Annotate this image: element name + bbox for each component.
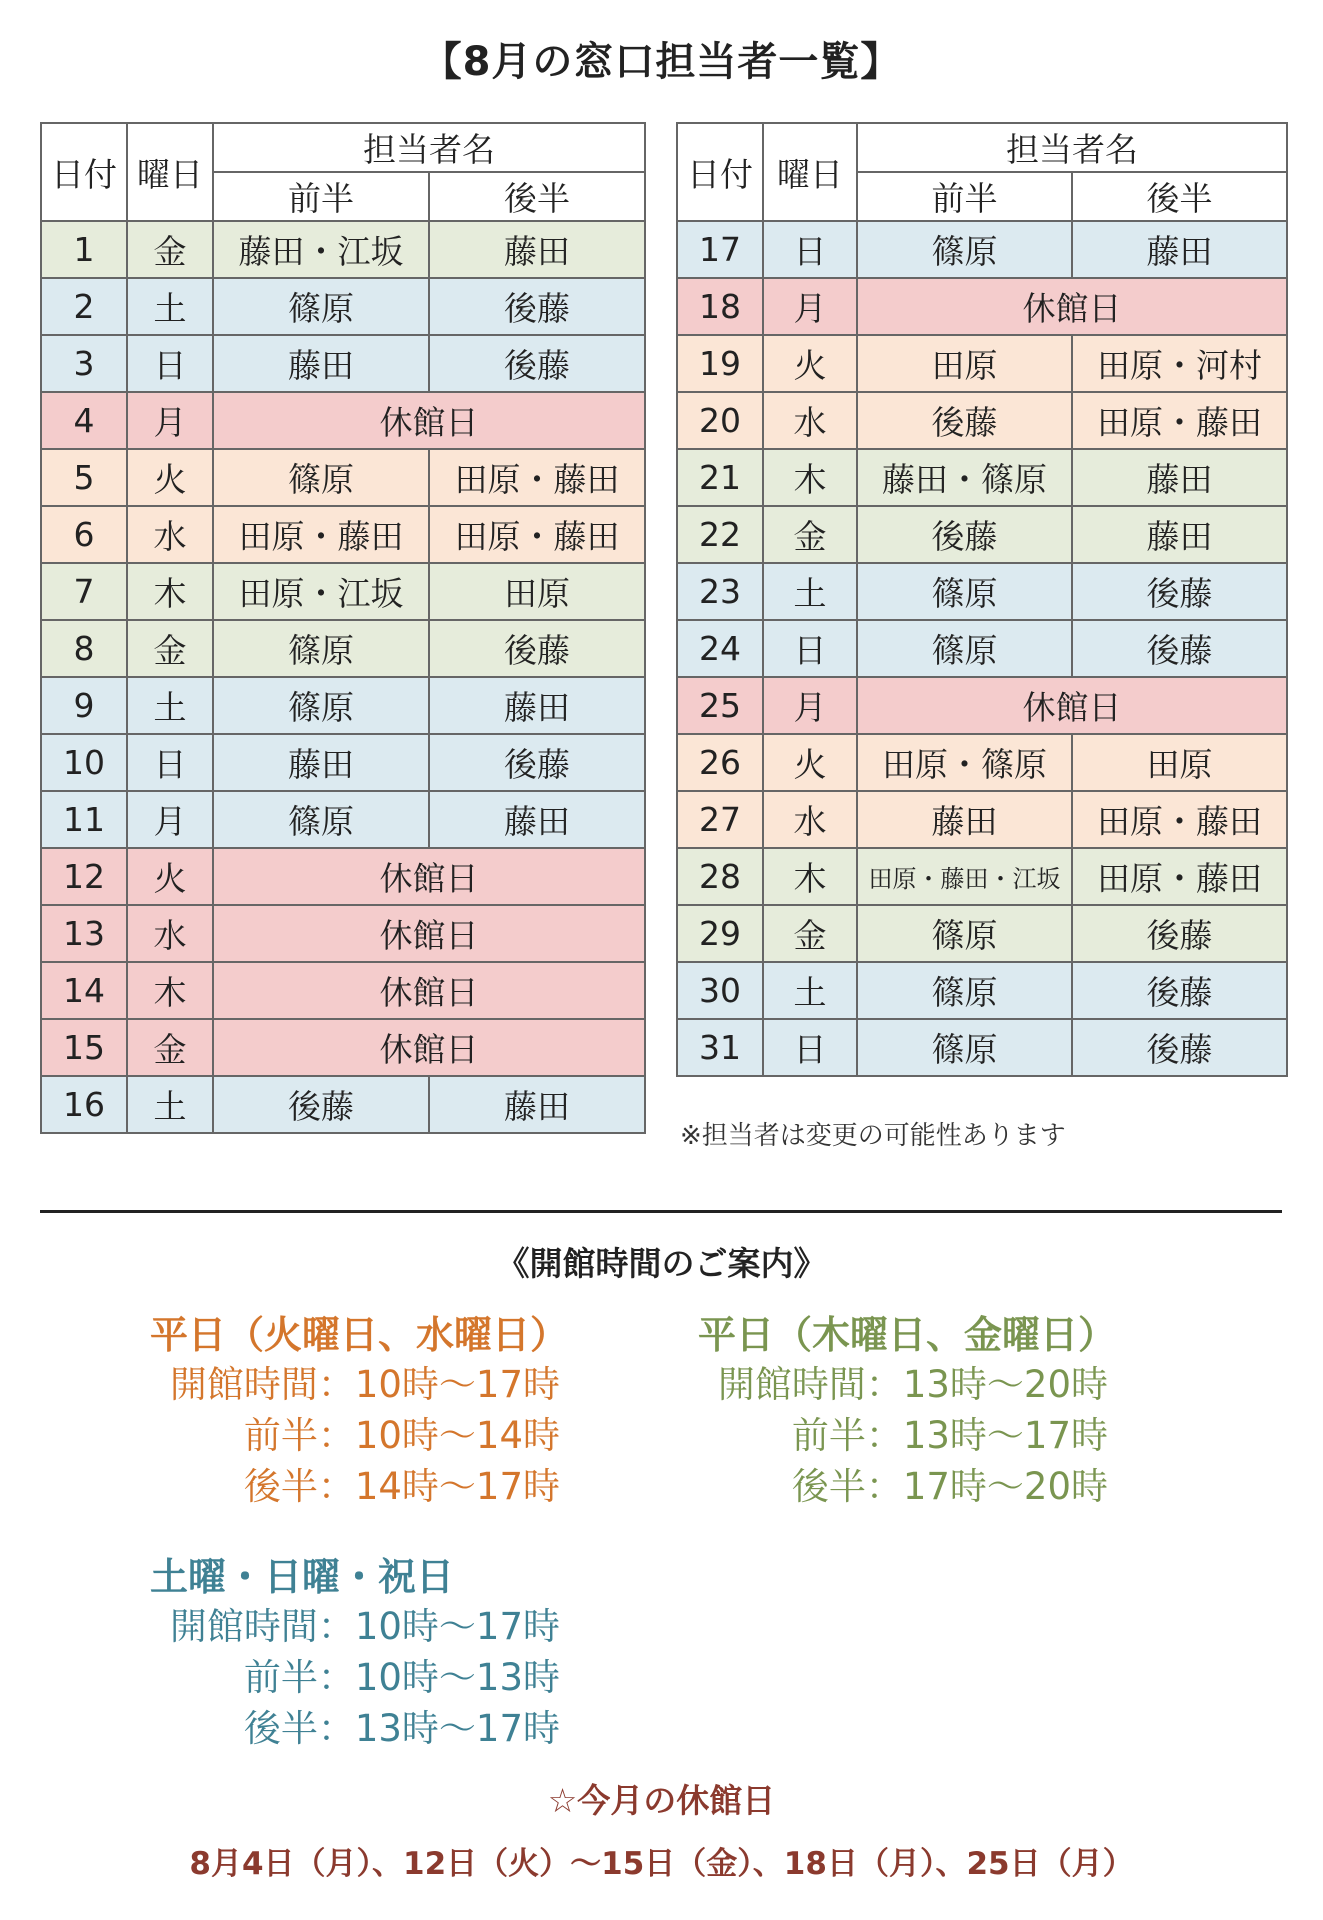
- weekday-cell: 土: [763, 962, 857, 1019]
- hours-second-half: 後半：13時～17時: [243, 1707, 560, 1750]
- date-cell: 17: [677, 221, 763, 278]
- schedule-table-left: [40, 122, 646, 1134]
- weekday-cell: 日: [127, 335, 213, 392]
- closed-cell: 休館日: [857, 278, 1287, 335]
- first-half-cell: 篠原: [857, 1019, 1072, 1076]
- table-row: [677, 734, 1287, 791]
- second-half-cell: 後藤: [429, 620, 645, 677]
- hours-heading: 平日（火曜日、水曜日）: [150, 1313, 569, 1357]
- weekday-cell: 金: [763, 905, 857, 962]
- table-row: [677, 848, 1287, 905]
- weekday-cell: 土: [127, 278, 213, 335]
- date-cell: 7: [41, 563, 127, 620]
- weekday-cell: 金: [127, 620, 213, 677]
- weekday-cell: 日: [763, 221, 857, 278]
- date-cell: 16: [41, 1076, 127, 1133]
- date-cell: 18: [677, 278, 763, 335]
- header-date: 日付: [41, 123, 127, 221]
- first-half-cell: 藤田: [213, 734, 429, 791]
- weekday-cell: 木: [127, 962, 213, 1019]
- table-row: [41, 848, 645, 905]
- weekday-cell: 火: [127, 449, 213, 506]
- second-half-cell: 田原・藤田: [1072, 848, 1287, 905]
- table-row: [677, 791, 1287, 848]
- staff-change-note: ※担当者は変更の可能性あります: [680, 1121, 1066, 1151]
- second-half-cell: 藤田: [1072, 221, 1287, 278]
- hours-open: 開館時間：10時～17時: [169, 1363, 560, 1406]
- hours-weekend-holiday: [150, 1546, 560, 1754]
- second-half-cell: 後藤: [1072, 962, 1287, 1019]
- table-row: [41, 221, 645, 278]
- header-staff: 担当者名: [213, 123, 645, 172]
- table-row: [677, 335, 1287, 392]
- first-half-cell: 篠原: [213, 620, 429, 677]
- header-second-half: 後半: [429, 172, 645, 221]
- second-half-cell: 後藤: [1072, 1019, 1287, 1076]
- first-half-cell: 篠原: [857, 962, 1072, 1019]
- weekday-cell: 水: [127, 506, 213, 563]
- date-cell: 30: [677, 962, 763, 1019]
- date-cell: 10: [41, 734, 127, 791]
- table-row: [41, 677, 645, 734]
- second-half-cell: 後藤: [429, 734, 645, 791]
- table-row: [41, 962, 645, 1019]
- first-half-cell: 田原・藤田・江坂: [857, 848, 1072, 905]
- date-cell: 19: [677, 335, 763, 392]
- second-half-cell: 田原・藤田: [429, 506, 645, 563]
- first-half-cell: 田原: [857, 335, 1072, 392]
- closed-cell: 休館日: [213, 392, 645, 449]
- weekday-cell: 木: [763, 449, 857, 506]
- table-row: [677, 221, 1287, 278]
- date-cell: 14: [41, 962, 127, 1019]
- closed-cell: 休館日: [213, 848, 645, 905]
- table-row: [41, 449, 645, 506]
- second-half-cell: 後藤: [429, 335, 645, 392]
- closed-cell: 休館日: [857, 677, 1287, 734]
- weekday-cell: 火: [127, 848, 213, 905]
- first-half-cell: 藤田・篠原: [857, 449, 1072, 506]
- first-half-cell: 藤田: [213, 335, 429, 392]
- weekday-cell: 木: [763, 848, 857, 905]
- table-row: [41, 905, 645, 962]
- second-half-cell: 田原・藤田: [1072, 392, 1287, 449]
- table-row: [677, 905, 1287, 962]
- weekday-cell: 日: [763, 620, 857, 677]
- page-title: 【8月の窓口担当者一覧】: [421, 39, 902, 85]
- schedule-table-right: [676, 122, 1288, 1077]
- closed-cell: 休館日: [213, 962, 645, 1019]
- first-half-cell: 篠原: [857, 221, 1072, 278]
- first-half-cell: 藤田: [857, 791, 1072, 848]
- weekday-cell: 月: [127, 392, 213, 449]
- weekday-cell: 月: [763, 278, 857, 335]
- hours-title: 《開館時間のご案内》: [496, 1244, 827, 1283]
- header-weekday: 曜日: [127, 123, 213, 221]
- date-cell: 13: [41, 905, 127, 962]
- date-cell: 20: [677, 392, 763, 449]
- second-half-cell: 後藤: [1072, 905, 1287, 962]
- hours-second-half: 後半：17時～20時: [791, 1465, 1108, 1508]
- second-half-cell: 藤田: [429, 221, 645, 278]
- table-row: [41, 278, 645, 335]
- date-cell: 2: [41, 278, 127, 335]
- weekday-cell: 土: [127, 677, 213, 734]
- weekday-cell: 日: [763, 1019, 857, 1076]
- second-half-cell: 藤田: [429, 1076, 645, 1133]
- table-row: [41, 1076, 645, 1133]
- weekday-cell: 木: [127, 563, 213, 620]
- first-half-cell: 篠原: [857, 563, 1072, 620]
- weekday-cell: 水: [763, 791, 857, 848]
- date-cell: 3: [41, 335, 127, 392]
- hours-second-half: 後半：14時～17時: [243, 1465, 560, 1508]
- weekday-cell: 月: [127, 791, 213, 848]
- second-half-cell: 後藤: [1072, 563, 1287, 620]
- hours-first-half: 前半：13時～17時: [791, 1414, 1108, 1457]
- weekday-cell: 金: [127, 1019, 213, 1076]
- first-half-cell: 篠原: [213, 278, 429, 335]
- weekday-cell: 火: [763, 335, 857, 392]
- second-half-cell: 藤田: [429, 791, 645, 848]
- table-row: [677, 449, 1287, 506]
- table-row: [41, 620, 645, 677]
- header-second-half: 後半: [1072, 172, 1287, 221]
- table-row: [41, 506, 645, 563]
- first-half-cell: 田原・篠原: [857, 734, 1072, 791]
- weekday-cell: 土: [127, 1076, 213, 1133]
- table-row: [677, 506, 1287, 563]
- hours-first-half: 前半：10時～14時: [243, 1414, 560, 1457]
- hours-open: 開館時間：13時～20時: [717, 1363, 1108, 1406]
- date-cell: 6: [41, 506, 127, 563]
- date-cell: 29: [677, 905, 763, 962]
- date-cell: 25: [677, 677, 763, 734]
- second-half-cell: 藤田: [429, 677, 645, 734]
- hours-heading: 土曜・日曜・祝日: [150, 1555, 455, 1599]
- weekday-cell: 金: [127, 221, 213, 278]
- table-row: [41, 1019, 645, 1076]
- date-cell: 12: [41, 848, 127, 905]
- second-half-cell: 藤田: [1072, 449, 1287, 506]
- header-first-half: 前半: [213, 172, 429, 221]
- weekday-cell: 土: [763, 563, 857, 620]
- weekday-cell: 月: [763, 677, 857, 734]
- second-half-cell: 田原・藤田: [1072, 791, 1287, 848]
- header-date: 日付: [677, 123, 763, 221]
- hours-first-half: 前半：10時～13時: [243, 1656, 560, 1699]
- table-row: [41, 563, 645, 620]
- first-half-cell: 篠原: [213, 677, 429, 734]
- date-cell: 21: [677, 449, 763, 506]
- table-row: [41, 791, 645, 848]
- date-cell: 26: [677, 734, 763, 791]
- hours-heading: 平日（木曜日、金曜日）: [698, 1313, 1117, 1357]
- hours-weekday-thu-fri: [698, 1304, 1117, 1512]
- table-row: [677, 620, 1287, 677]
- table-row: [677, 278, 1287, 335]
- first-half-cell: 篠原: [857, 620, 1072, 677]
- first-half-cell: 藤田・江坂: [213, 221, 429, 278]
- closed-days-title: ☆今月の休館日: [547, 1781, 776, 1820]
- second-half-cell: 田原: [429, 563, 645, 620]
- hours-open: 開館時間：10時～17時: [169, 1605, 560, 1648]
- second-half-cell: 田原・河村: [1072, 335, 1287, 392]
- table-row: [41, 335, 645, 392]
- header-staff: 担当者名: [857, 123, 1287, 172]
- first-half-cell: 後藤: [857, 506, 1072, 563]
- closed-cell: 休館日: [213, 1019, 645, 1076]
- date-cell: 15: [41, 1019, 127, 1076]
- date-cell: 5: [41, 449, 127, 506]
- second-half-cell: 後藤: [1072, 620, 1287, 677]
- second-half-cell: 田原: [1072, 734, 1287, 791]
- first-half-cell: 篠原: [213, 791, 429, 848]
- table-row: [41, 734, 645, 791]
- divider: [40, 1210, 1282, 1213]
- second-half-cell: 田原・藤田: [429, 449, 645, 506]
- date-cell: 27: [677, 791, 763, 848]
- table-row: [677, 392, 1287, 449]
- date-cell: 28: [677, 848, 763, 905]
- date-cell: 24: [677, 620, 763, 677]
- table-row: [677, 1019, 1287, 1076]
- weekday-cell: 水: [763, 392, 857, 449]
- date-cell: 11: [41, 791, 127, 848]
- weekday-cell: 日: [127, 734, 213, 791]
- first-half-cell: 篠原: [213, 449, 429, 506]
- table-row: [677, 677, 1287, 734]
- date-cell: 1: [41, 221, 127, 278]
- date-cell: 22: [677, 506, 763, 563]
- second-half-cell: 藤田: [1072, 506, 1287, 563]
- table-row: [677, 962, 1287, 1019]
- table-row: [41, 392, 645, 449]
- closed-days-list: 8月4日（月）、12日（火）～15日（金）、18日（月）、25日（月）: [189, 1846, 1134, 1882]
- second-half-cell: 後藤: [429, 278, 645, 335]
- date-cell: 23: [677, 563, 763, 620]
- header-weekday: 曜日: [763, 123, 857, 221]
- table-row: [677, 563, 1287, 620]
- date-cell: 31: [677, 1019, 763, 1076]
- first-half-cell: 篠原: [857, 905, 1072, 962]
- weekday-cell: 火: [763, 734, 857, 791]
- weekday-cell: 金: [763, 506, 857, 563]
- weekday-cell: 水: [127, 905, 213, 962]
- first-half-cell: 田原・江坂: [213, 563, 429, 620]
- date-cell: 9: [41, 677, 127, 734]
- first-half-cell: 後藤: [213, 1076, 429, 1133]
- closed-cell: 休館日: [213, 905, 645, 962]
- first-half-cell: 田原・藤田: [213, 506, 429, 563]
- hours-weekday-tue-wed: [150, 1304, 569, 1512]
- header-first-half: 前半: [857, 172, 1072, 221]
- first-half-cell: 後藤: [857, 392, 1072, 449]
- date-cell: 4: [41, 392, 127, 449]
- date-cell: 8: [41, 620, 127, 677]
